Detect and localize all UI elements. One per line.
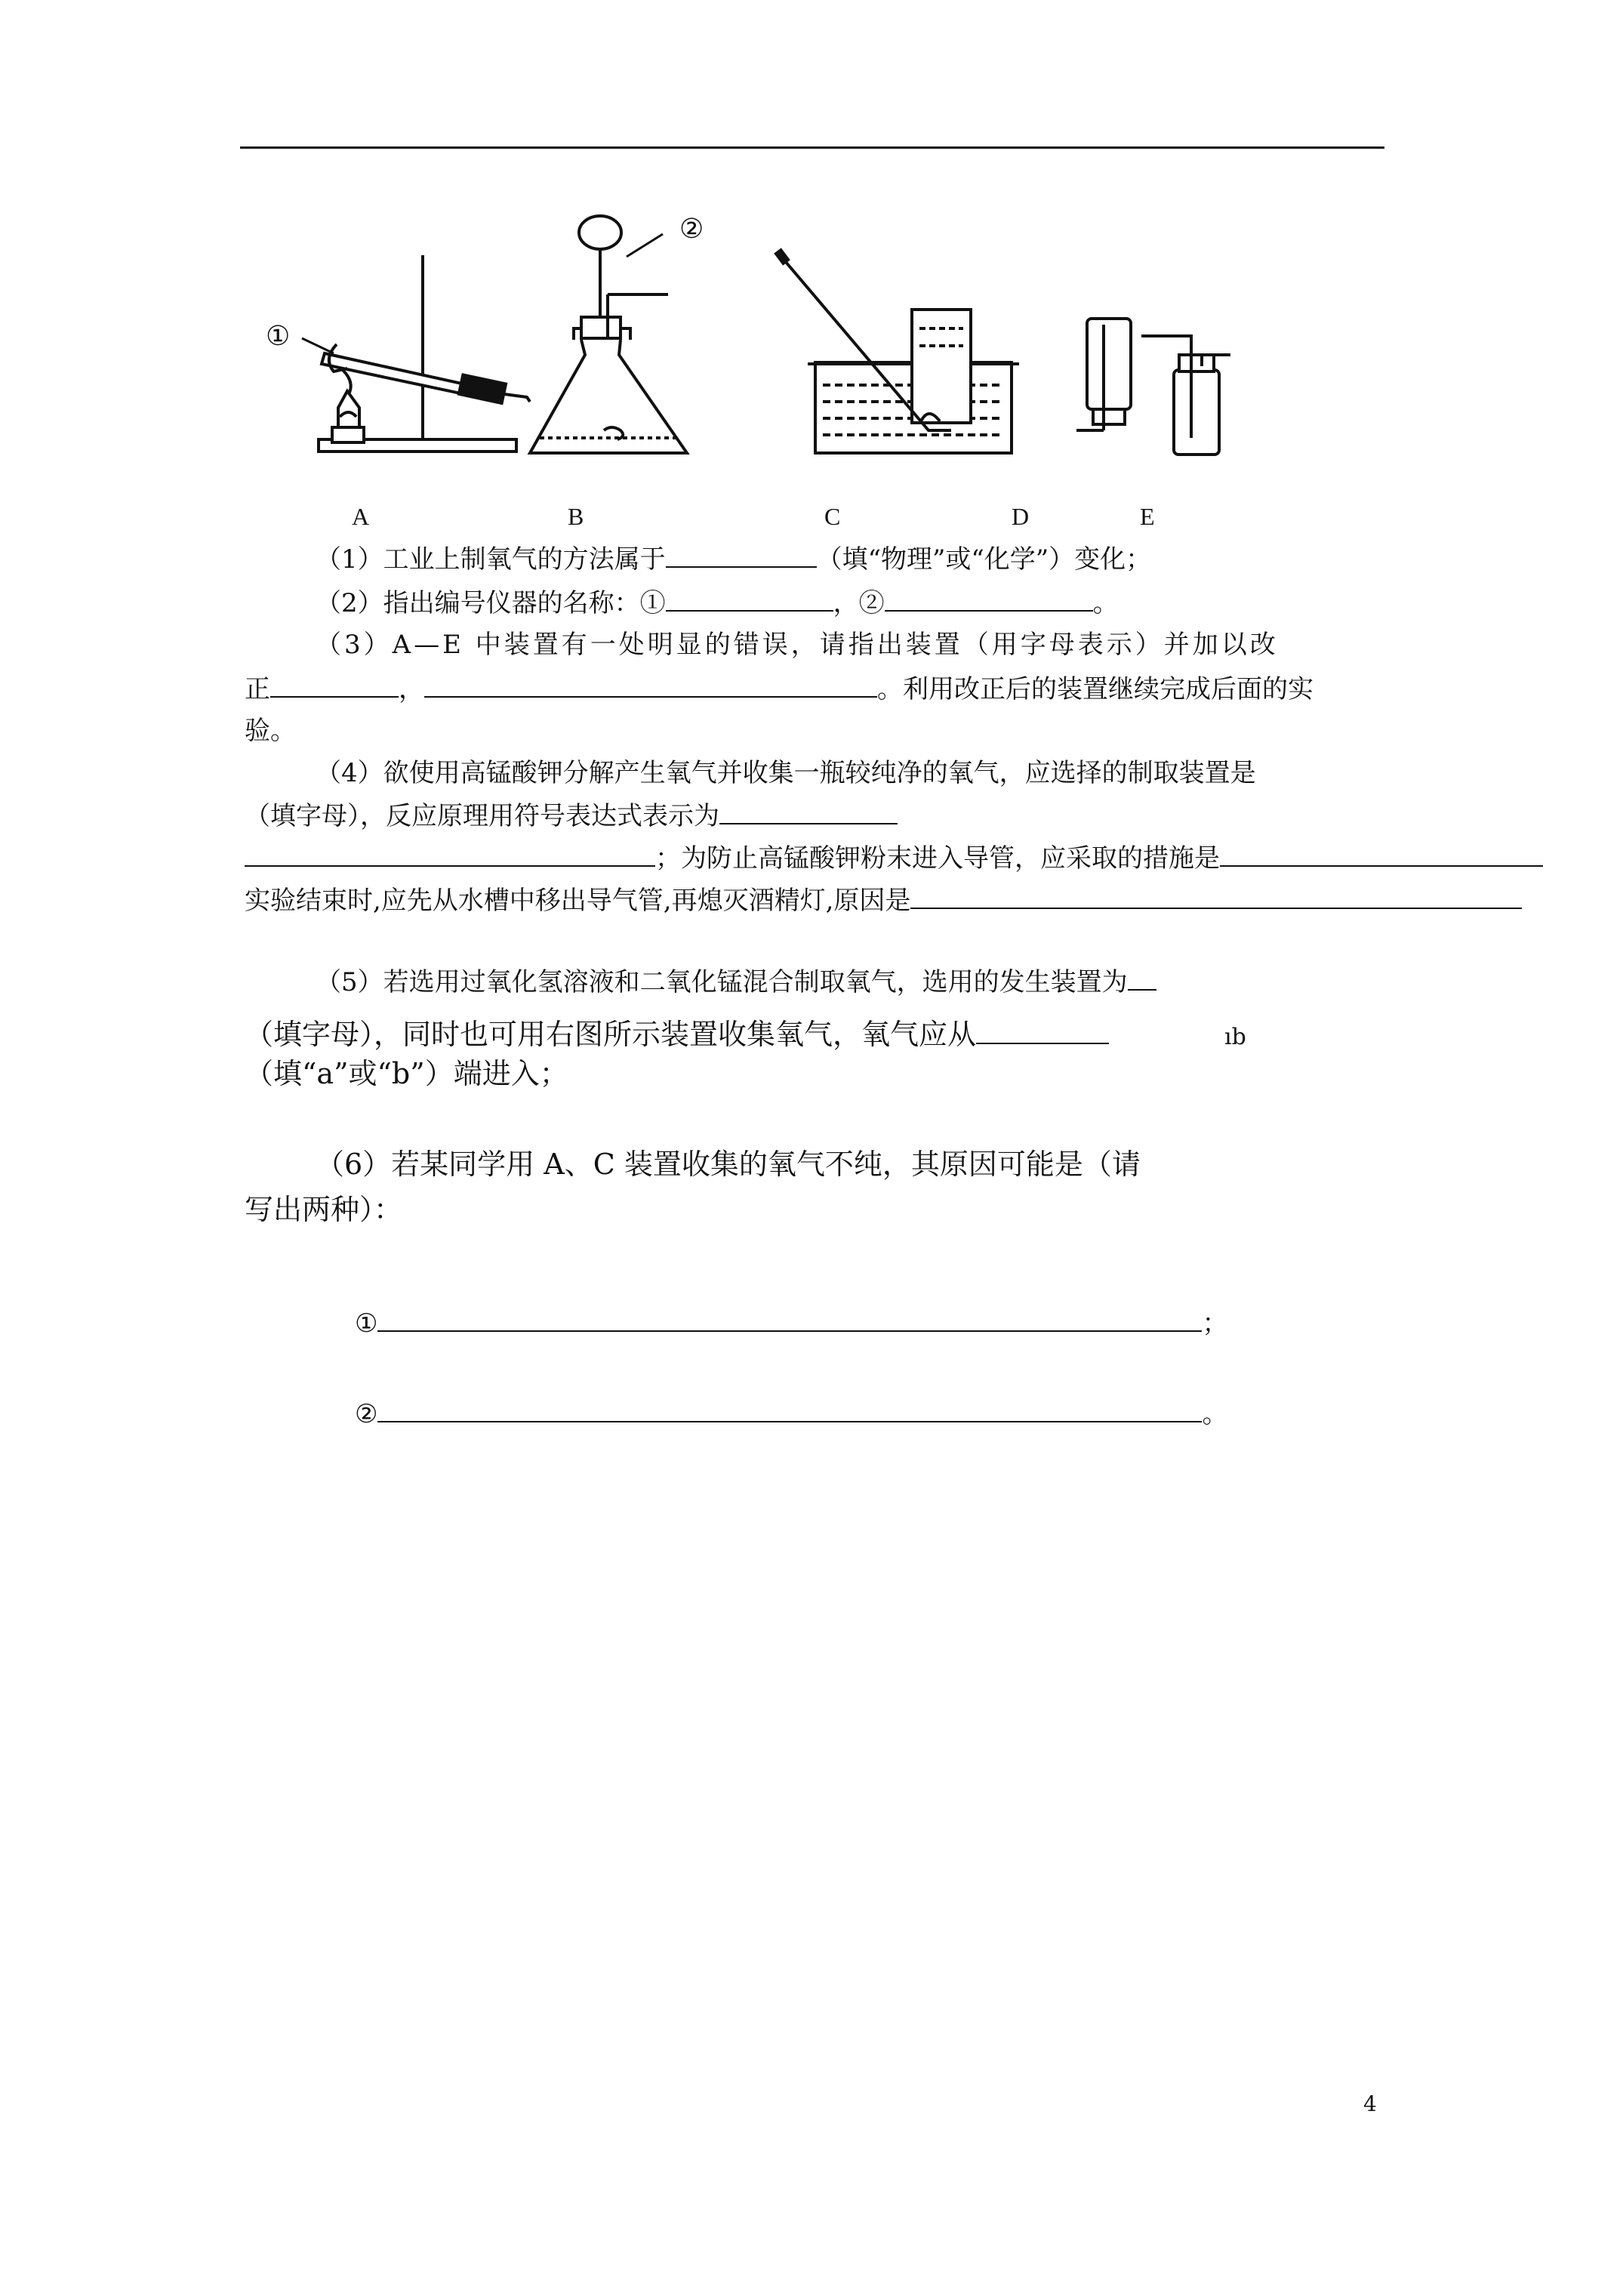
question-4-line-2 [245, 800, 898, 831]
q5-text-2: （填字母），同时也可用右图所示装置收集氧气，氧气应从 [245, 1018, 977, 1051]
label-d: D [1012, 503, 1030, 530]
question-4-line-1: （4）欲使用高锰酸钾分解产生氧气并收集一瓶较纯净的氧气，应选择的制取装置是 [316, 758, 1256, 788]
q3-text-mid: ， [399, 674, 424, 704]
apparatus-e [1141, 336, 1230, 455]
q6-answer-blank-1[interactable] [377, 1308, 1202, 1332]
q2-text-mid: ，② [833, 588, 885, 618]
question-3-line-1: （3）A—E 中装置有一处明显的错误，请指出装置（用字母表示）并加以改 [316, 630, 1279, 660]
question-6-line-1: （6）若某同学用 A、C 装置收集的氧气不纯，其原因可能是（请 [316, 1148, 1141, 1181]
q4-text-3: ；为防止高锰酸钾粉末进入导管，应采取的措施是 [655, 843, 1220, 874]
q6-answer-1-end: ； [1202, 1308, 1228, 1339]
apparatus-b [530, 216, 687, 453]
label-c: C [824, 503, 841, 530]
question-2 [316, 587, 1119, 618]
q5-text-1: （5）若选用过氧化氢溶液和二氧化锰混合制取氧气，选用的发生装置为 [316, 967, 1128, 997]
q5-side-label: ıb [1224, 1024, 1246, 1050]
q2-answer-blank-1[interactable] [666, 587, 833, 612]
callout-1: ① [266, 321, 291, 351]
header-rule [240, 146, 1384, 149]
q4-text-4: 实验结束时,应先从水槽中移出导气管,再熄灭酒精灯,原因是 [245, 886, 911, 916]
q6-answer-2-end: 。 [1202, 1399, 1228, 1429]
apparatus-a [319, 255, 530, 451]
question-5-line-3: （填“a”或“b”）端进入； [245, 1057, 568, 1090]
question-4-line-3 [245, 843, 1543, 874]
q3-text-pre: 正 [245, 674, 270, 704]
question-3-line-2 [245, 673, 1313, 704]
question-6-answer-2 [355, 1398, 1227, 1429]
q4-answer-blank-4[interactable] [910, 885, 1522, 909]
q2-text-pre: （2）指出编号仪器的名称：① [316, 588, 666, 618]
q1-answer-blank[interactable] [666, 544, 817, 568]
q4-answer-blank-2[interactable] [245, 843, 655, 867]
question-5-line-1 [316, 966, 1156, 997]
q6-answer-blank-2[interactable] [377, 1398, 1202, 1422]
q1-text-post: （填“物理”或“化学”）变化； [816, 544, 1152, 575]
q6-answer-1-label: ① [355, 1308, 378, 1339]
q3-text-post: 。利用改正后的装置继续完成后面的实 [877, 674, 1313, 704]
q3-answer-blank-1[interactable] [270, 673, 399, 698]
q3-answer-blank-2[interactable] [424, 673, 877, 698]
question-6-answer-1 [355, 1308, 1227, 1339]
q2-text-post: 。 [1092, 588, 1119, 618]
question-1 [316, 544, 1151, 575]
q5-answer-blank-1[interactable] [1128, 966, 1156, 991]
q5-answer-blank-2[interactable] [976, 1020, 1109, 1044]
page-number: 4 [1363, 2091, 1377, 2116]
callout-2: ② [679, 214, 704, 244]
q4-answer-blank-3[interactable] [1220, 843, 1543, 867]
q4-answer-blank-1[interactable] [719, 800, 898, 824]
q4-text-2: （填字母），反应原理用符号表达式表示为 [245, 801, 719, 831]
question-6-line-2: 写出两种）： [245, 1193, 403, 1226]
apparatus-d [1076, 319, 1131, 430]
question-3-line-3: 验。 [245, 716, 296, 746]
question-5-line-2 [245, 1018, 1109, 1051]
question-4-line-4 [245, 885, 1522, 916]
label-e: E [1140, 503, 1155, 530]
label-b: B [568, 503, 584, 530]
apparatus-figure [249, 204, 1344, 476]
q1-text-pre: （1）工业上制氧气的方法属于 [316, 544, 666, 575]
label-a: A [352, 503, 370, 530]
q2-answer-blank-2[interactable] [885, 587, 1093, 612]
q6-answer-2-label: ② [355, 1399, 378, 1429]
apparatus-c [778, 251, 1019, 453]
